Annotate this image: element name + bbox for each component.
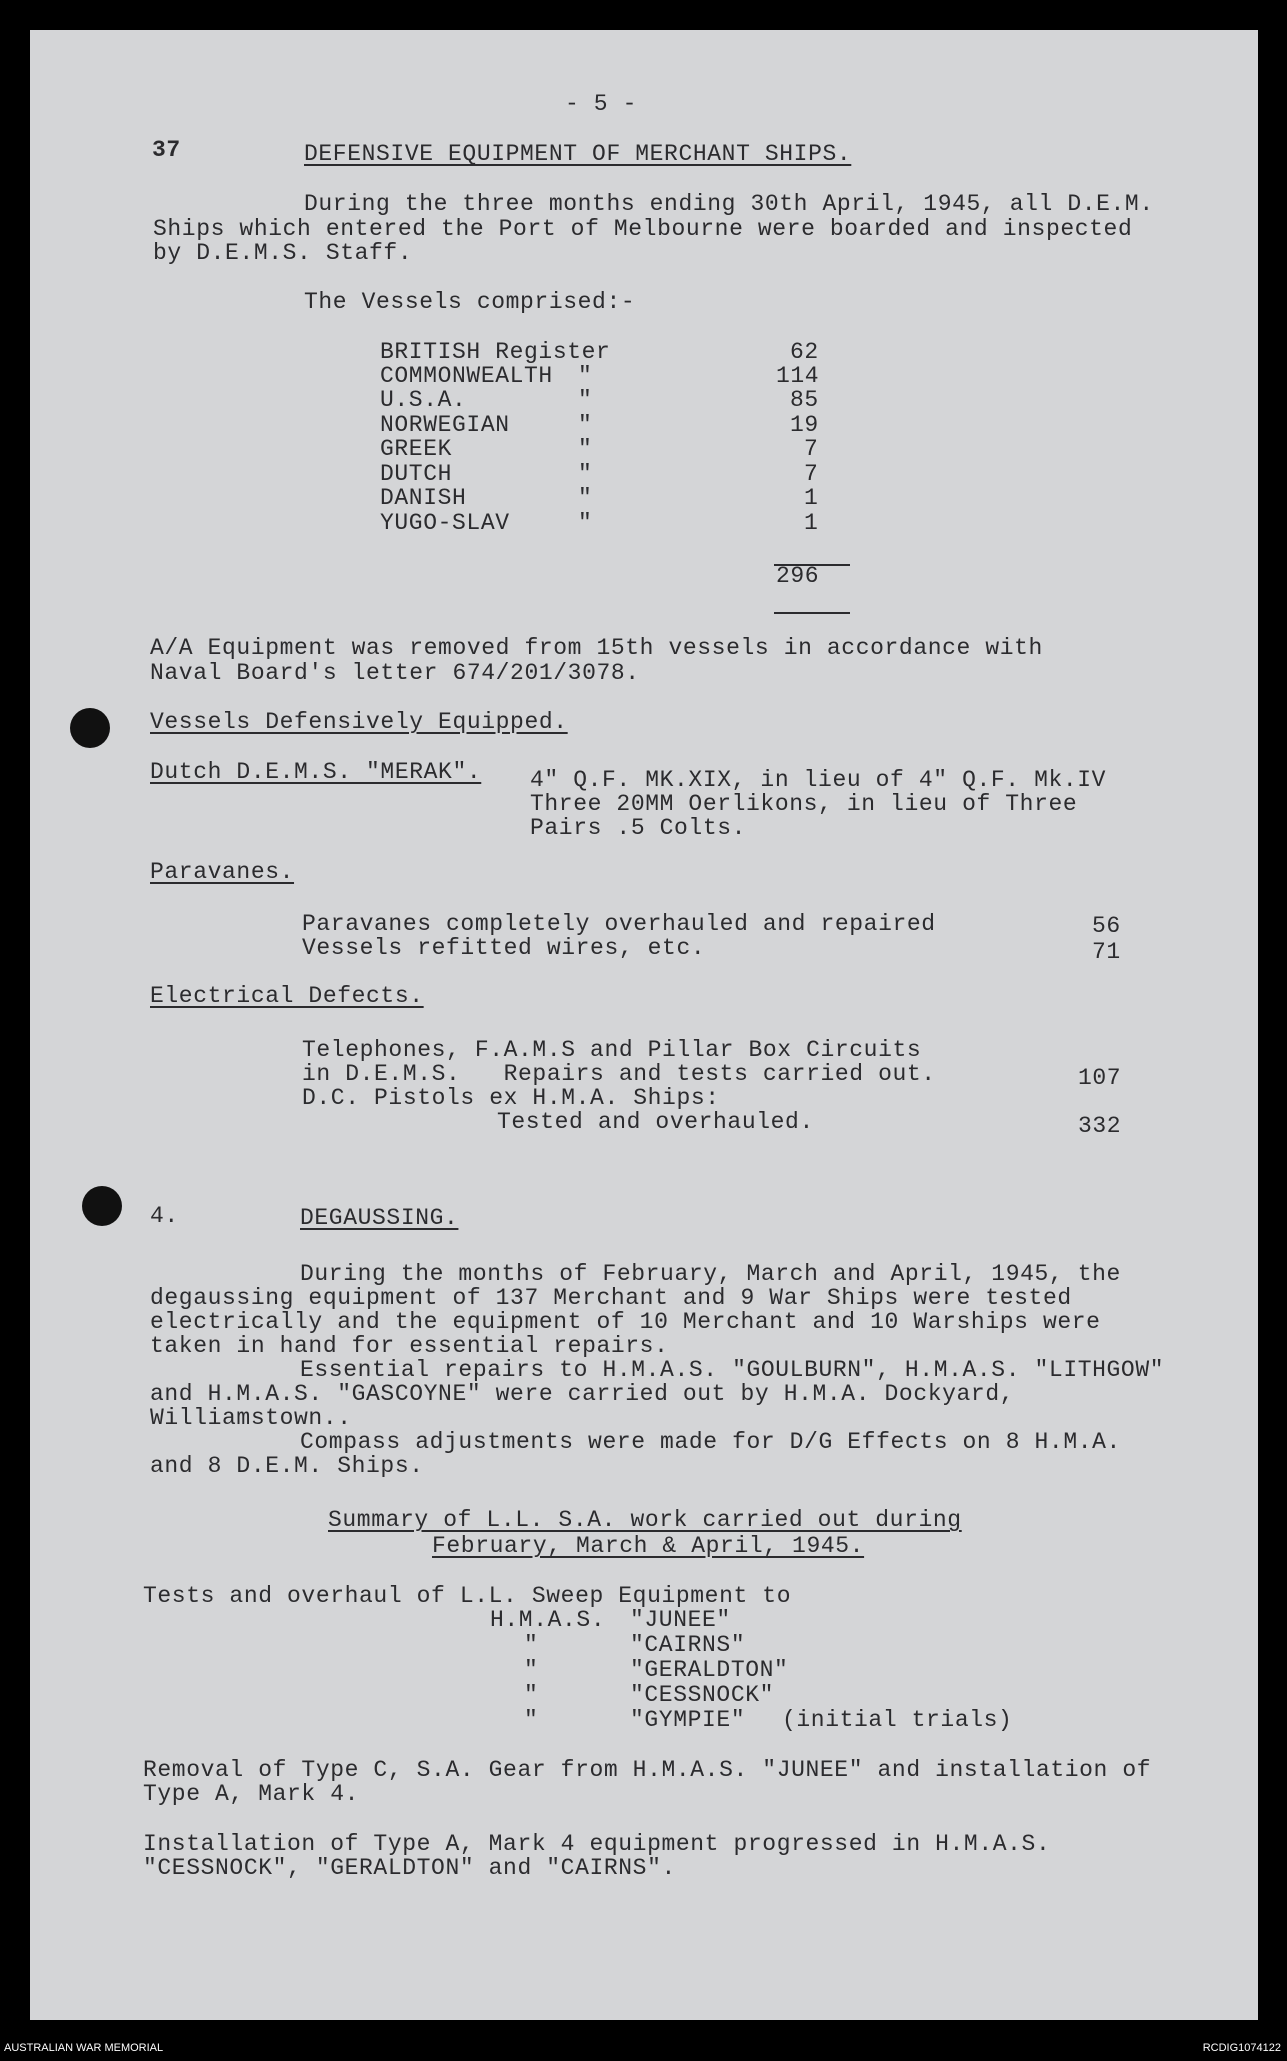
vessel-name: BRITISH Register [380, 339, 611, 365]
vessel-name: NORWEGIAN [380, 412, 510, 438]
total-rule-bottom [774, 612, 850, 614]
punch-hole-top [70, 708, 110, 748]
aa-line-1: A/A Equipment was removed from 15th vessels in accordance with [150, 635, 1043, 661]
ship-prefix: " [524, 1707, 539, 1733]
punch-hole-bottom [82, 1186, 122, 1226]
summary-title-line-2: February, March & April, 1945. [432, 1533, 865, 1559]
ditto-mark: " [578, 510, 593, 536]
ship-name: "CESSNOCK" [630, 1682, 775, 1708]
ditto-mark: " [578, 387, 593, 413]
intro-line-1: During the three months ending 30th April, 1945, all D.E.M. [304, 191, 1154, 217]
ditto-mark: " [578, 412, 593, 438]
vessel-name: GREEK [380, 436, 453, 462]
vessel-count: 1 [804, 485, 819, 511]
vessel-count: 85 [790, 387, 819, 413]
ditto-mark: " [578, 485, 593, 511]
vessel-total: 296 [776, 563, 820, 589]
ship-name: "CAIRNS" [630, 1632, 746, 1658]
degaussing-para3-line: Compass adjustments were made for D/G Effects on 8 H.M.A. [300, 1429, 1121, 1455]
ship-name: "GERALDTON" [630, 1657, 789, 1683]
merak-label-text: Dutch D.E.M.S. "MERAK". [150, 759, 482, 785]
ditto-mark: " [578, 363, 593, 389]
merak-line-2: Three 20MM Oerlikons, in lieu of Three [530, 791, 1078, 817]
degaussing-para1-line: degaussing equipment of 137 Merchant and 9 War Ships were tested [150, 1285, 1072, 1311]
merak-line-1: 4" Q.F. MK.XIX, in lieu of 4" Q.F. Mk.IV [530, 767, 1107, 793]
degaussing-para1-line: During the months of February, March and April, 1945, the [300, 1261, 1121, 1287]
section-title-defensive-equipment: DEFENSIVE EQUIPMENT OF MERCHANT SHIPS. [304, 141, 852, 167]
intro-line-2: Ships which entered the Port of Melbourne were boarded and inspected [153, 216, 1133, 242]
electrical-line-3: D.C. Pistols ex H.M.A. Ships: [302, 1085, 720, 1111]
vessel-name: YUGO-SLAV [380, 510, 510, 536]
electrical-value-2: 332 [1078, 1113, 1122, 1139]
vessel-name: U.S.A. [380, 387, 467, 413]
removal-line-1: Removal of Type C, S.A. Gear from H.M.A.S. "JUNEE" and installation of [143, 1757, 1152, 1783]
corner-mark: 37 [152, 137, 181, 163]
ship-name: "JUNEE" [630, 1607, 731, 1633]
paravanes-heading: Paravanes. [150, 859, 295, 885]
paravanes-item-label: Paravanes completely overhauled and repaired [302, 911, 936, 937]
aa-line-2: Naval Board's letter 674/201/3078. [150, 660, 640, 686]
vessel-count: 62 [790, 339, 819, 365]
degaussing-title: DEGAUSSING. [300, 1205, 459, 1231]
ditto-mark: " [578, 436, 593, 462]
degaussing-para2-line: and H.M.A.S. "GASCOYNE" were carried out by H.M.A. Dockyard, [150, 1381, 1015, 1407]
electrical-line-4: Tested and overhauled. [497, 1109, 814, 1135]
ship-name: "GYMPIE" [630, 1707, 746, 1733]
vessel-name: DANISH [380, 485, 467, 511]
vessel-name: DUTCH [380, 461, 453, 487]
electrical-line-2: in D.E.M.S. Repairs and tests carried out. [302, 1061, 936, 1087]
vessel-name: COMMONWEALTH [380, 363, 553, 389]
electrical-value-1: 107 [1078, 1065, 1122, 1091]
ship-prefix: " [524, 1682, 539, 1708]
electrical-heading: Electrical Defects. [150, 983, 424, 1009]
footer-right: RCDIG1074122 [1202, 2042, 1281, 2054]
ship-prefix: H.M.A.S. [490, 1607, 606, 1633]
vessel-count: 19 [790, 412, 819, 438]
removal-line-2: Type A, Mark 4. [143, 1781, 360, 1807]
ditto-mark: " [578, 461, 593, 487]
page-number: - 5 - [565, 91, 638, 117]
installation-line-2: "CESSNOCK", "GERALDTON" and "CAIRNS". [143, 1855, 676, 1881]
ship-prefix: " [524, 1657, 539, 1683]
vessel-count: 7 [804, 436, 819, 462]
degaussing-number: 4. [150, 1203, 179, 1229]
degaussing-para1-line: electrically and the equipment of 10 Merchant and 10 Warships were [150, 1309, 1101, 1335]
vessel-count: 114 [776, 363, 820, 389]
degaussing-para3-line: and 8 D.E.M. Ships. [150, 1453, 424, 1479]
installation-line-1: Installation of Type A, Mark 4 equipment progressed in H.M.A.S. [143, 1831, 1051, 1857]
equipped-heading: Vessels Defensively Equipped. [150, 709, 568, 735]
vessels-intro: The Vessels comprised:- [304, 289, 636, 315]
ship-note: (initial trials) [782, 1707, 1013, 1733]
vessel-count: 7 [804, 461, 819, 487]
electrical-line-1: Telephones, F.A.M.S and Pillar Box Circuits [302, 1037, 922, 1063]
footer-left: AUSTRALIAN WAR MEMORIAL [4, 2042, 164, 2054]
paravanes-item-value: 71 [1092, 939, 1121, 965]
degaussing-para2-line: Williamstown.. [150, 1405, 352, 1431]
paravanes-item-value: 56 [1092, 913, 1121, 939]
paravanes-item-label: Vessels refitted wires, etc. [302, 935, 706, 961]
merak-label [150, 760, 481, 784]
merak-line-3: Pairs .5 Colts. [530, 815, 747, 841]
vessel-count: 1 [804, 510, 819, 536]
tests-intro: Tests and overhaul of L.L. Sweep Equipment to [143, 1583, 792, 1609]
degaussing-para2-line: Essential repairs to H.M.A.S. "GOULBURN", H.M.A.S. "LITHGOW" [300, 1357, 1165, 1383]
summary-title-line-1: Summary of L.L. S.A. work carried out during [328, 1507, 962, 1533]
degaussing-para1-line: taken in hand for essential repairs. [150, 1333, 669, 1359]
ship-prefix: " [524, 1632, 539, 1658]
intro-line-3: by D.E.M.S. Staff. [153, 240, 413, 266]
